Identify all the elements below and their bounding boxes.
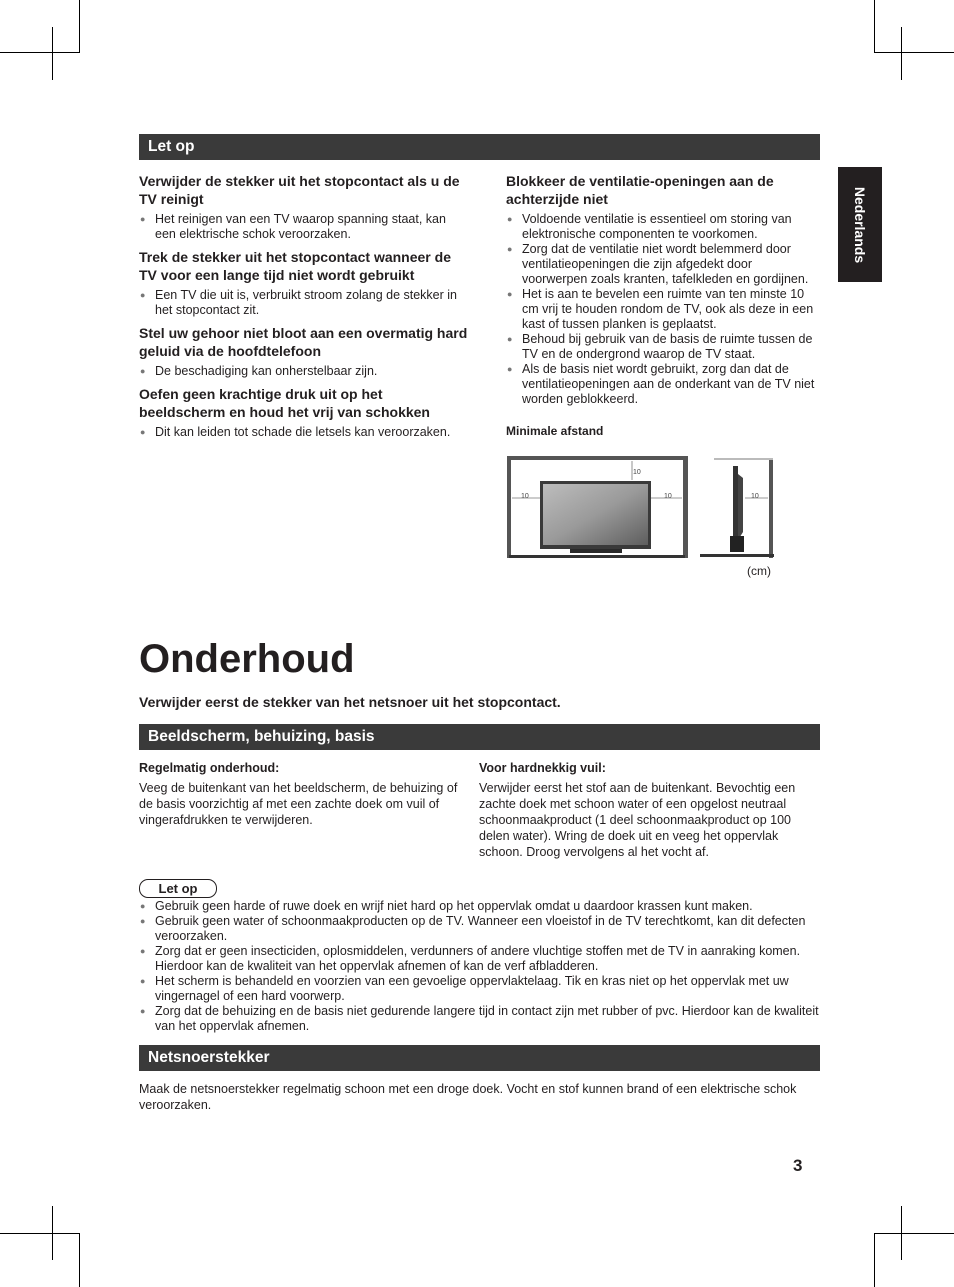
regular-maintenance: [139, 760, 474, 828]
bullet-unplug-cleaning: ● Het reinigen van een TV waarop spanning staat, kan een elektrische schok veroorzaken.: [139, 212, 469, 242]
figure-title: Minimale afstand: [506, 424, 604, 438]
front-view: [507, 456, 688, 558]
caution-bullet-2: ● Gebruik geen water of schoonmaakproducten op de TV. Wanneer een vloeistof in de TV terechtkomt, kan dit defecten veroorzaken.: [139, 914, 819, 944]
front-right-label: 10: [664, 493, 672, 500]
unit-label: (cm): [747, 564, 771, 578]
bullet-ventilation-2: ● Zorg dat de ventilatie niet wordt belemmerd door ventilatieopeningen die zijn afgedekt door voorwerpen zoals kranten, tafelkleden en gordijnen.: [506, 242, 816, 287]
side-back-label: 10: [751, 493, 759, 500]
heading-unplug-cleaning: Verwijder de stekker uit het stopcontact als u de TV reinigt: [139, 173, 460, 207]
stubborn-dirt-heading: Voor hardnekkig vuil:: [479, 761, 606, 775]
bullet-ventilation-3: ● Het is aan te bevelen een ruimte van ten minste 10 cm vrij te houden rondom de TV, ook als deze in een kast of tussen planken is geplaatst.: [506, 287, 816, 332]
page-number: 3: [793, 1156, 803, 1175]
plug-section-header: Netsnoerstekker: [139, 1045, 820, 1071]
caution-list: [139, 899, 819, 1034]
caution-bullet-1: ● Gebruik geen harde of ruwe doek en wrijf niet hard op het oppervlak omdat u daardoor krassen kunt maken.: [139, 899, 819, 914]
bullet-ventilation-1: ● Voldoende ventilatie is essentieel om storing van elektronische componenten te voorkomen.: [506, 212, 816, 242]
caution-bullet-3: ● Zorg dat er geen insecticiden, oplosmiddelen, verdunners of andere vluchtige stoffen met de TV in aanraking komen. Hierdoor kan de kwaliteit van het oppervlak afnemen of kan de verf afbladderen.: [139, 944, 819, 974]
caution-label: Let op: [139, 879, 217, 898]
stubborn-dirt-text: Verwijder eerst het stof aan de buitenkant. Bevochtig een zachte doek met schoon water of een opgelost neutraal schoonmaakproduct (1 deel schoonmaakproduct op 100 delen water). Wring de doek uit en veeg het oppervlak schoon. Droog vervolgens al het vocht af.: [479, 781, 796, 859]
regular-maintenance-text: Veeg de buitenkant van het beeldscherm, de behuizing of de basis voorzichtig af met een zachte doek om vuil of vingerafdrukken te verwijderen.: [139, 781, 458, 827]
intro-text: Verwijder eerst de stekker van het netsnoer uit het stopcontact.: [139, 694, 561, 710]
side-view: [700, 458, 774, 558]
bullet-unplug-longtime: ● Een TV die uit is, verbruikt stroom zolang de stekker in het stopcontact zit.: [139, 288, 469, 318]
front-top-label: 10: [633, 469, 641, 476]
language-tab-label: Nederlands: [852, 186, 868, 263]
let-op-section-header: Let op: [139, 134, 820, 160]
screen-section-header: Beeldscherm, behuizing, basis: [139, 724, 820, 750]
caution-bullet-4: ● Het scherm is behandeld en voorzien van een gevoelige oppervlaktelaag. Tik en kras niet op het oppervlak met uw vingernagel of een hard voorwerp.: [139, 974, 819, 1004]
stubborn-dirt: [479, 760, 819, 860]
clearance-diagram: [500, 452, 790, 564]
bullet-pressure: ● Dit kan leiden tot schade die letsels kan veroorzaken.: [139, 425, 469, 440]
bullet-ventilation-5: ● Als de basis niet wordt gebruikt, zorg dan dat de ventilatieopeningen aan de onderkant van de TV niet worden geblokkeerd.: [506, 362, 816, 407]
heading-pressure: Oefen geen krachtige druk uit op het beeldscherm en houd het vrij van schokken: [139, 386, 430, 420]
front-left-label: 10: [521, 493, 529, 500]
caution-bullet-5: ● Zorg dat de behuizing en de basis niet gedurende langere tijd in contact zijn met rubber of pvc. Hierdoor kan de kwaliteit van het oppervlak afnemen.: [139, 1004, 819, 1034]
heading-ventilation: Blokkeer de ventilatie-openingen aan de achterzijde niet: [506, 173, 774, 207]
page-title: Onderhoud: [139, 637, 355, 681]
language-tab: [838, 167, 882, 282]
let-op-left-column: [139, 172, 469, 446]
bullet-ventilation-4: ● Behoud bij gebruik van de basis de ruimte tussen de TV en de ondergrond waarop de TV staat.: [506, 332, 816, 362]
plug-section-text: Maak de netsnoerstekker regelmatig schoon met een droge doek. Vocht en stof kunnen brand of een elektrische schok veroorzaken.: [139, 1082, 797, 1112]
regular-maintenance-heading: Regelmatig onderhoud:: [139, 761, 280, 775]
let-op-right-column: [506, 172, 816, 413]
heading-unplug-longtime: Trek de stekker uit het stopcontact wanneer de TV voor een lange tijd niet wordt gebruikt: [139, 249, 451, 283]
heading-hearing: Stel uw gehoor niet bloot aan een overmatig hard geluid via de hoofdtelefoon: [139, 325, 468, 359]
bullet-hearing: ● De beschadiging kan onherstelbaar zijn.: [139, 364, 469, 379]
